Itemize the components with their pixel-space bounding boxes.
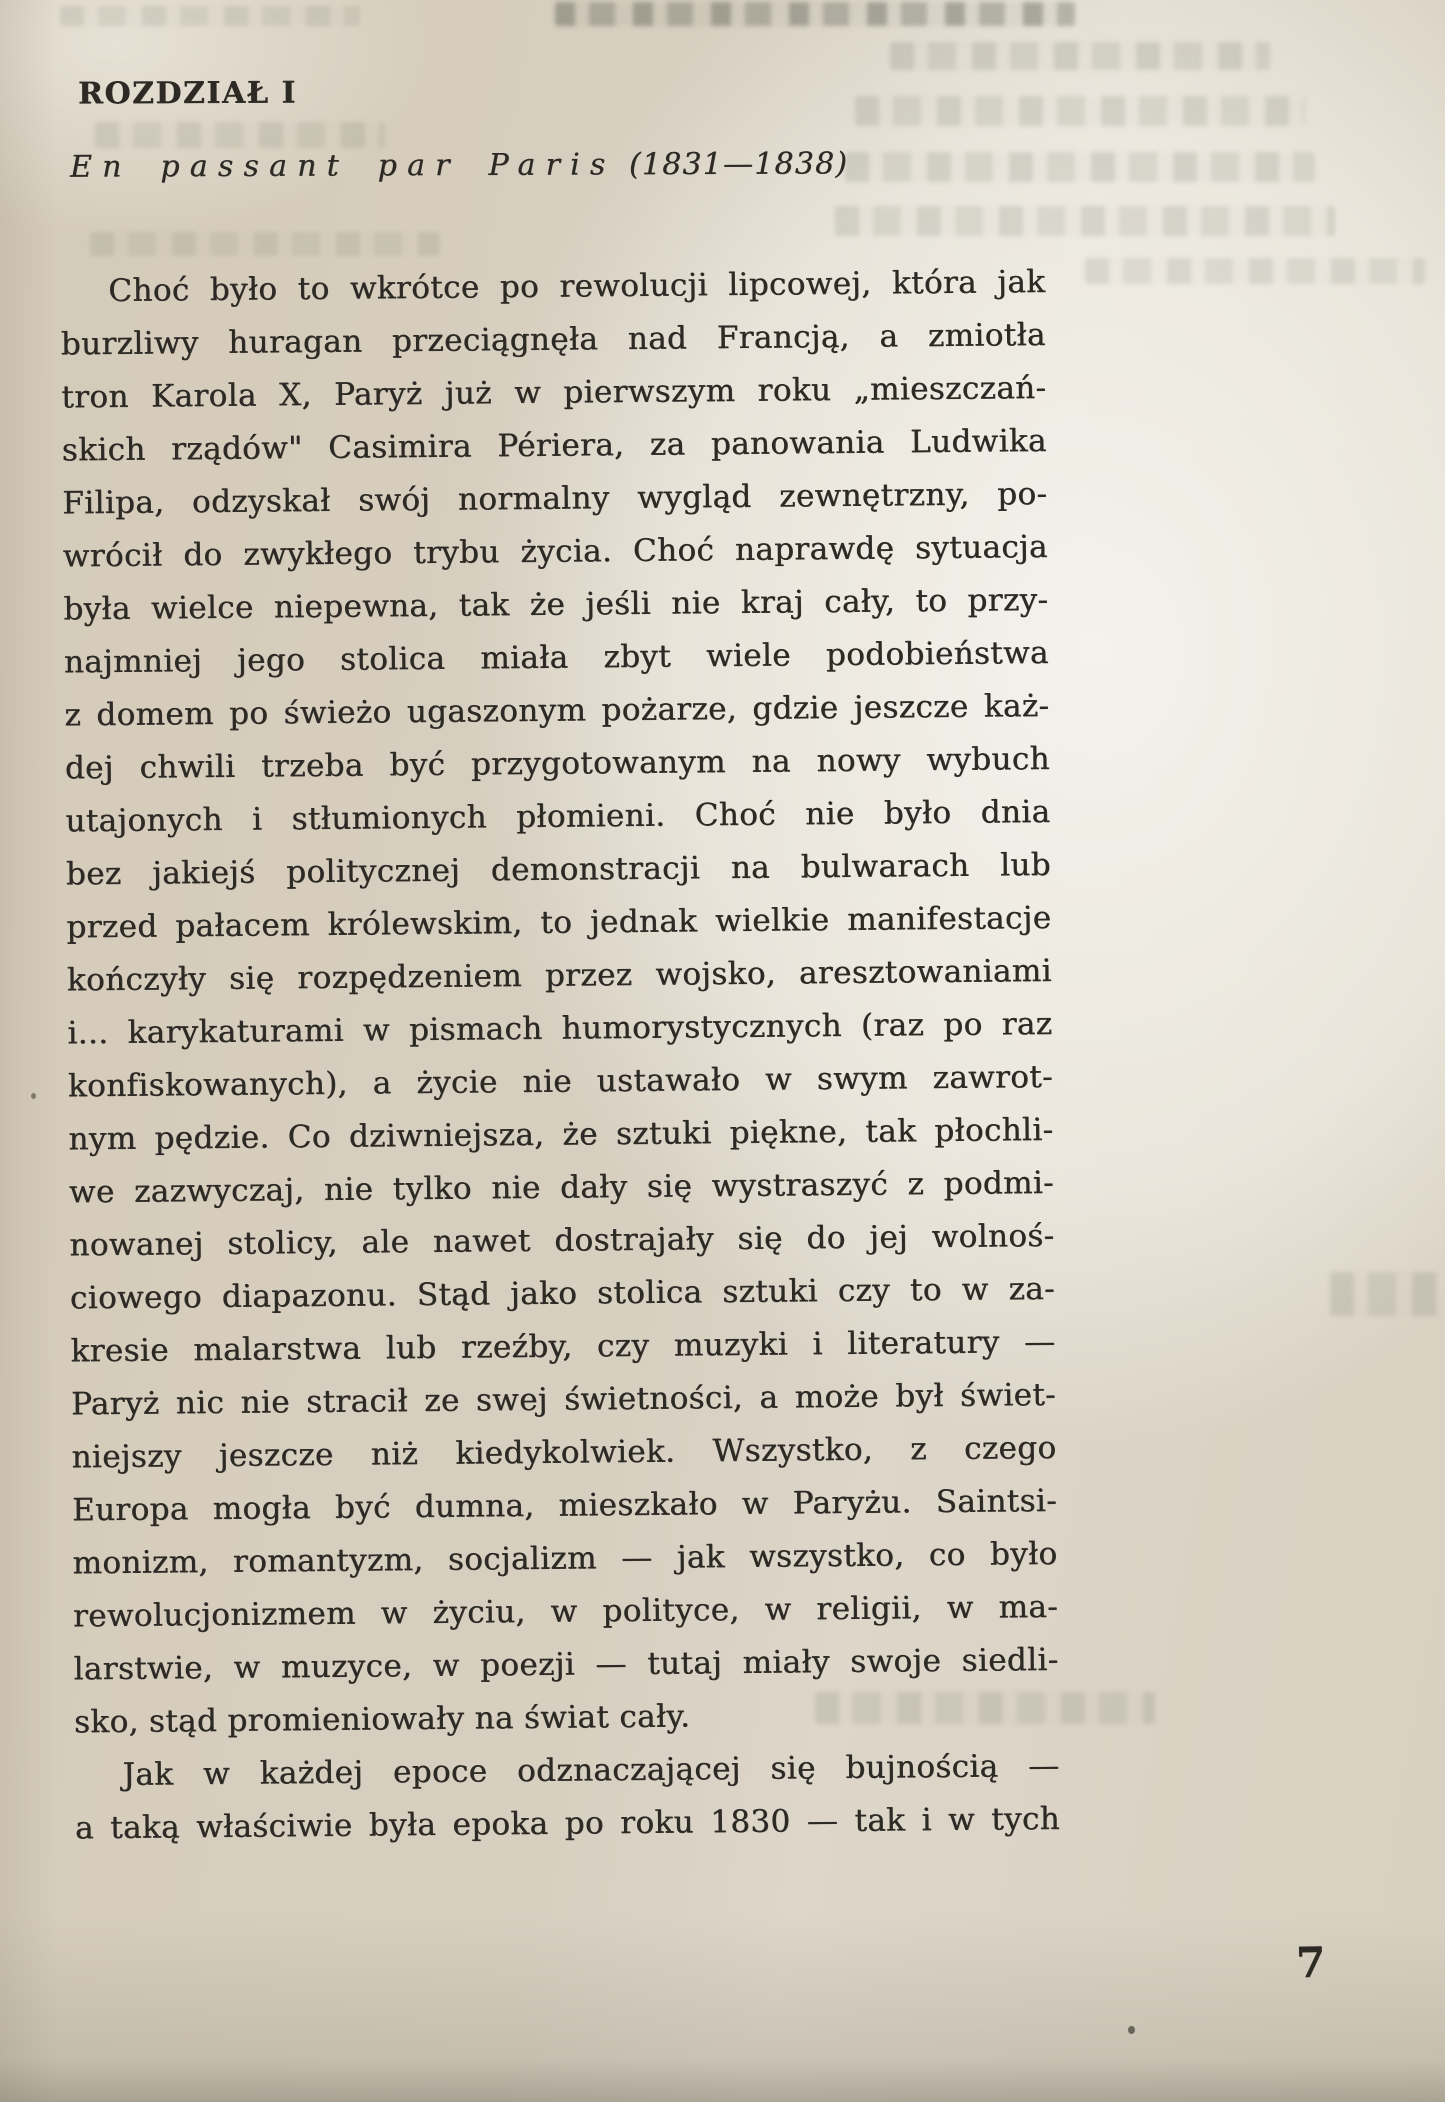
text-line: utajonych i stłumionych płomieni. Choć nie było dnia	[65, 793, 1051, 840]
subheading-years: (1831—1838)	[628, 146, 849, 183]
text-line: kresie malarstwa lub rzeźby, czy muzyki i literatury —	[70, 1323, 1056, 1370]
bleedthrough-line	[60, 6, 360, 26]
text-line: Europa mogła być dumna, mieszkało w Paryżu. Saintsi-	[71, 1482, 1058, 1529]
text-line: wrócił do zwykłego trybu życia. Choć naprawdę sytuacja	[62, 528, 1048, 575]
text-line: z domem po świeżo ugaszonym pożarze, gdzie jeszcze każ-	[64, 687, 1050, 734]
bleedthrough-line	[890, 42, 1270, 70]
subheading-title: En passant par Paris	[69, 147, 616, 185]
text-line: larstwie, w muzyce, w poezji — tutaj miały swoje siedli-	[73, 1641, 1059, 1688]
bleedthrough-line	[845, 152, 1315, 182]
text-line: tron Karola X, Paryż już w pierwszym roku „mieszczań-	[61, 369, 1047, 416]
body-text	[60, 256, 1060, 1855]
text-line: monizm, romantyzm, socjalizm — jak wszystko, co było	[72, 1535, 1058, 1582]
text-line: była wielce niepewna, tak że jeśli nie kraj cały, to przy-	[63, 581, 1049, 628]
bleedthrough-line	[555, 2, 1075, 26]
text-line: ciowego diapazonu. Stąd jako stolica sztuki czy to w za-	[69, 1270, 1056, 1317]
text-line: przed pałacem królewskim, to jednak wielkie manifestacje	[66, 899, 1052, 946]
text-line: a taką właściwie była epoka po roku 1830 — tak i w tych	[74, 1800, 1061, 1847]
page-number: 7	[1295, 1937, 1327, 1988]
text-line: i... karykaturami w pismach humorystycznych (raz po raz	[67, 1005, 1053, 1052]
bleedthrough-line	[90, 232, 440, 256]
text-line: Choć było to wkrótce po rewolucji lipcowej, która jak	[108, 263, 1046, 309]
text-line: nym pędzie. Co dziwniejsza, że sztuki piękne, tak płochli-	[68, 1111, 1054, 1158]
text-line: Filipa, odzyskał swój normalny wygląd zewnętrzny, po-	[62, 475, 1048, 522]
bleedthrough-line	[855, 96, 1305, 126]
paragraph	[60, 256, 1059, 1749]
text-line: burzliwy huragan przeciągnęła nad Francją, a zmiotła	[60, 316, 1046, 363]
section-subheading	[70, 146, 848, 184]
text-line: Paryż nic nie stracił ze swej świetności, a może był świet-	[70, 1376, 1057, 1423]
text-line: konfiskowanych), a życie nie ustawało w swym zawrot-	[67, 1058, 1054, 1105]
text-line: skich rządów" Casimira Périera, za panowania Ludwika	[61, 422, 1047, 469]
bleedthrough-line	[1085, 258, 1425, 284]
bleedthrough-line	[95, 122, 385, 148]
paper-speck	[31, 1093, 36, 1099]
text-line: rewolucjonizmem w życiu, w polityce, w religii, w ma-	[72, 1588, 1059, 1635]
text-line: dej chwili trzeba być przygotowanym na nowy wybuch	[64, 740, 1051, 787]
text-line: sko, stąd promieniowały na świat cały.	[73, 1698, 691, 1741]
text-line: we zazwyczaj, nie tylko nie dały się wystraszyć z podmi-	[68, 1164, 1055, 1211]
text-line: kończyły się rozpędzeniem przez wojsko, aresztowaniami	[66, 952, 1053, 999]
text-line: Jak w każdej epoce odznaczającej się bujnością —	[122, 1747, 1060, 1793]
bleedthrough-line	[1330, 1272, 1440, 1316]
text-line: nowanej stolicy, ale nawet dostrajały się do jej wolnoś-	[69, 1217, 1055, 1264]
text-line: bez jakiejś politycznej demonstracji na bulwarach lub	[65, 846, 1052, 893]
bleedthrough-line	[835, 206, 1335, 236]
text-line: niejszy jeszcze niż kiedykolwiek. Wszystko, z czego	[71, 1429, 1057, 1476]
text-line: najmniej jego stolica miała zbyt wiele podobieństwa	[63, 634, 1049, 681]
paragraph	[74, 1740, 1060, 1855]
paper-speck	[1128, 2026, 1135, 2034]
chapter-heading: ROZDZIAŁ I	[77, 75, 298, 112]
